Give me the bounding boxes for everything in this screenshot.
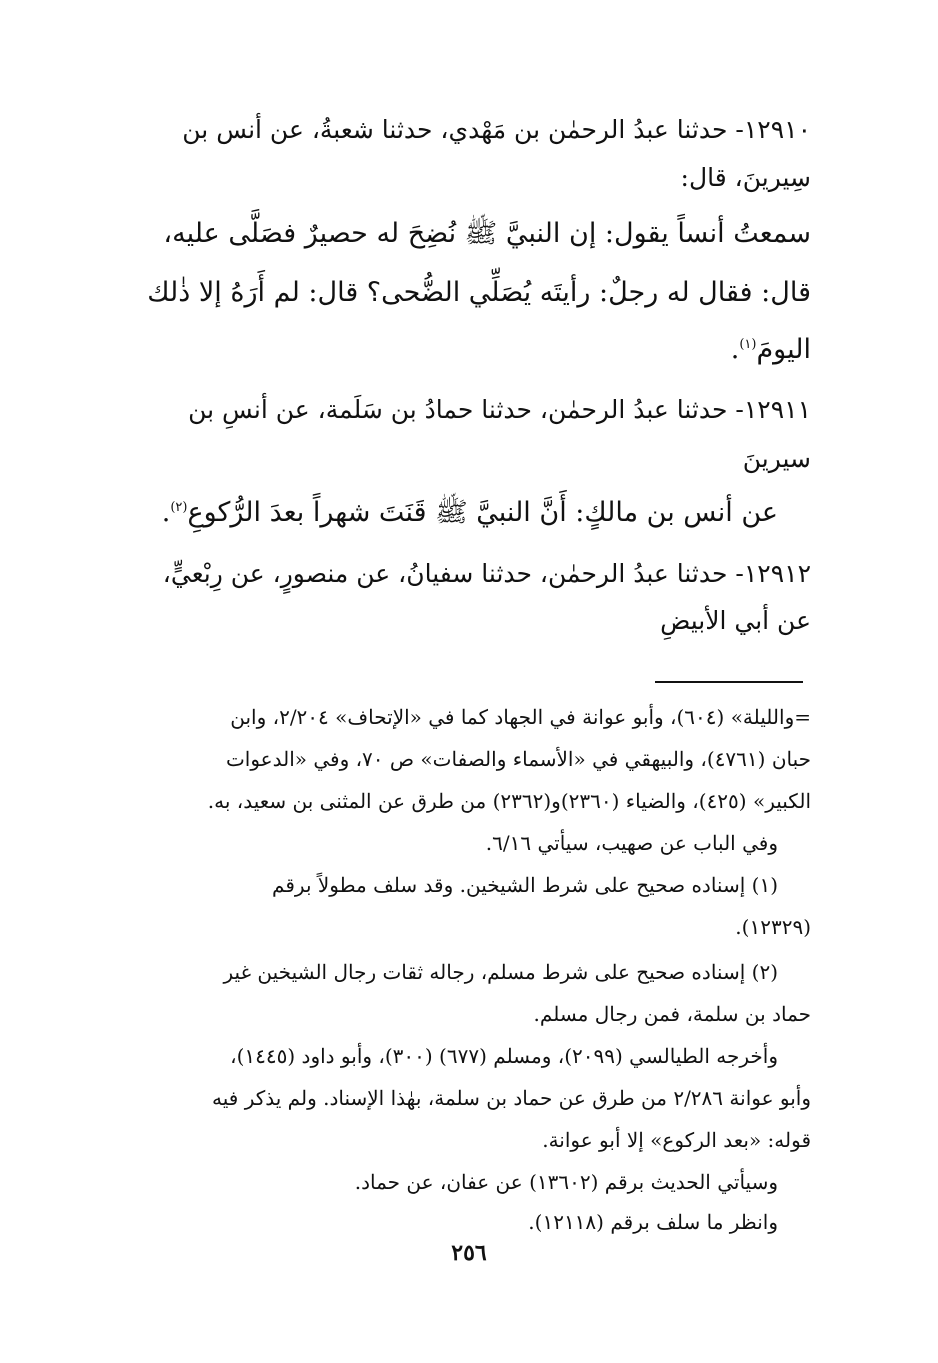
hadith-12911-end-mark: .: [161, 497, 171, 528]
footnote-1-line-1: (١) إسناده صحيح على شرط الشيخين. وقد سلف مطولاً برقم: [272, 873, 778, 897]
hadith-12910-matn-line-2: قال: فقال له رجلٌ: رأيتَه يُصَلِّي الضُّحى؟ قال: لم أَرَهُ إلا ذٰلك: [147, 277, 811, 308]
hadith-12910-end-mark: .: [730, 334, 740, 365]
footnote-continuation-line-4: وفي الباب عن صهيب، سيأتي ٦/١٦.: [485, 831, 778, 855]
hadith-12910-isnad-line-2: سِيرينَ، قال:: [680, 163, 811, 192]
footnote-continuation-line-2: حبان (٤٧٦١)، والبيهقي في «الأسماء والصفات» ص ٧٠، وفي «الدعوات: [225, 747, 811, 771]
footnote-ref-2: (٢): [170, 500, 188, 515]
footnote-ref-1: (١): [739, 337, 757, 352]
footnote-2-line-2: حماد بن سلمة، فمن رجال مسلم.: [533, 1002, 811, 1026]
footnote-2-line-1: (٢) إسناده صحيح على شرط مسلم، رجاله ثقات رجال الشيخين غير: [223, 960, 778, 984]
footnote-1-line-2: (١٢٣٢٩).: [735, 915, 811, 939]
hadith-12911-isnad-line-1: ١٢٩١١- حدثنا عبدُ الرحمٰن، حدثنا حمادُ بن سَلَمة، عن أنسِ بن: [188, 395, 811, 424]
hadith-12912-isnad-line-1: ١٢٩١٢- حدثنا عبدُ الرحمٰن، حدثنا سفيانُ، عن منصورٍ، عن رِبْعيٍّ،: [162, 559, 811, 588]
footnote-separator: [655, 681, 803, 683]
hadith-12911-matn-text: عن أنس بن مالكٍ: أَنَّ النبيَّ ﷺ قَنَتَ شهراً بعدَ الرُّكوعِ: [187, 497, 778, 528]
footnote-2-line-7: وانظر ما سلف برقم (١٢١١٨).: [528, 1210, 778, 1234]
hadith-12910-matn-text: اليومَ: [756, 334, 811, 365]
footnote-2-line-6: وسيأتي الحديث برقم (١٣٦٠٢) عن عفان، عن حماد.: [354, 1170, 778, 1194]
footnote-continuation-line-3: الكبير» (٤٢٥)، والضياء (٢٣٦٠)و(٢٣٦٢) من طرق عن المثنى بن سعيد، به.: [207, 789, 811, 813]
footnote-2-line-4: وأبو عوانة ٢/٢٨٦ من طرق عن حماد بن سلمة، بهٰذا الإسناد. ولم يذكر فيه: [212, 1086, 811, 1110]
hadith-12912-isnad-line-2: عن أبي الأبيضِ: [660, 606, 811, 635]
footnote-2-line-3: وأخرجه الطيالسي (٢٠٩٩)، ومسلم (٦٧٧) (٣٠٠)، وأبو داود (١٤٤٥)،: [230, 1044, 778, 1068]
hadith-12910-isnad-line-1: ١٢٩١٠- حدثنا عبدُ الرحمٰن بن مَهْدي، حدثنا شعبةُ، عن أنس بن: [182, 115, 811, 144]
hadith-12910-matn-line-3: [731, 336, 811, 363]
page-number: ٢٥٦: [451, 1240, 487, 1266]
footnote-continuation-line-1: =والليلة» (٦٠٤)، وأبو عوانة في الجهاد كما في «الإتحاف» ٢/٢٠٤، وابن: [230, 705, 811, 729]
footnote-2-line-5: قوله: «بعد الركوع» إلا أبو عوانة.: [542, 1128, 811, 1152]
hadith-12911-matn-line-1: [162, 499, 778, 526]
hadith-12911-isnad-line-2: سيرينَ: [742, 444, 811, 473]
hadith-12910-matn-line-1: سمعتُ أنساً يقول: إن النبيَّ ﷺ نُضِحَ له حصيرٌ فصَلَّى عليه،: [163, 218, 811, 249]
